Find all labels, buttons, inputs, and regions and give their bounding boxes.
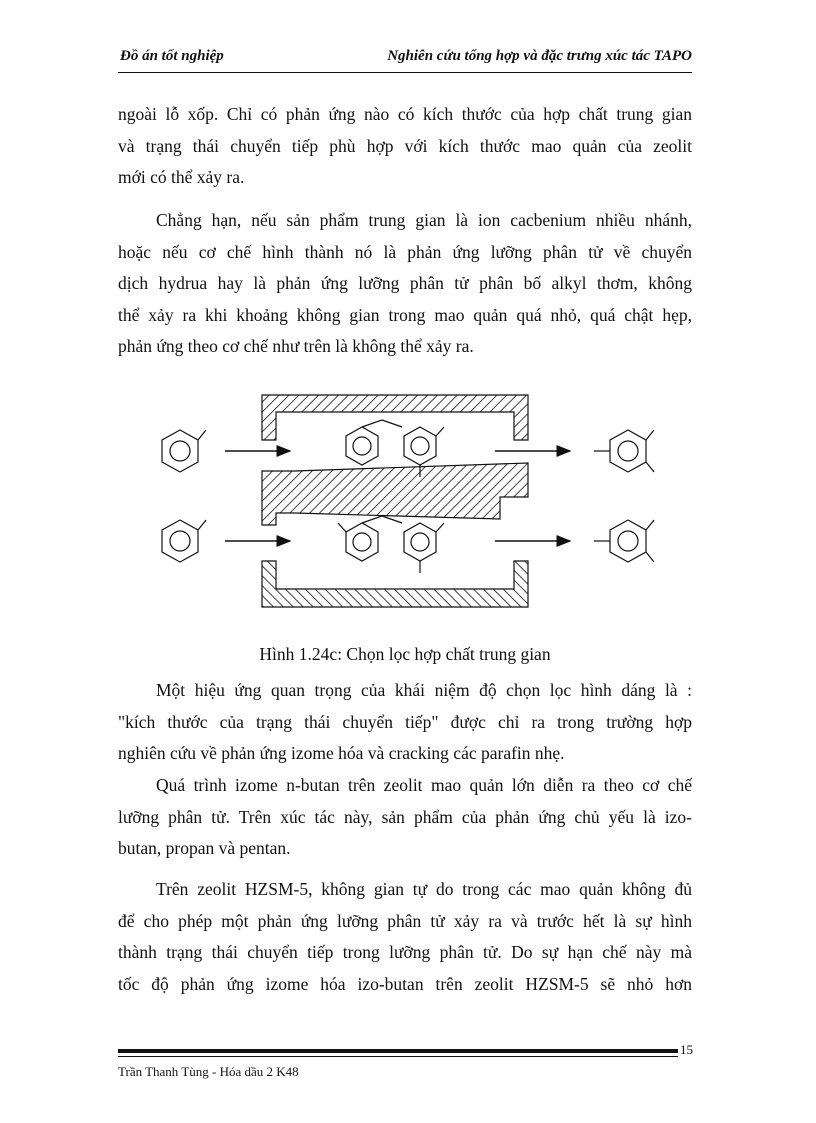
paragraph-3 — [118, 675, 692, 770]
text-line: tốc độ phản ứng izome hóa izo-butan trên zeolit HZSM-5 sẽ nhỏ hơn — [118, 973, 692, 994]
paragraph-5 — [118, 874, 692, 1000]
text-line: mới có thể xảy ra. — [118, 167, 245, 187]
figure-caption: Hình 1.24c: Chọn lọc hợp chất trung gian — [259, 644, 551, 664]
toluene-molecule-top — [162, 430, 206, 472]
page-number: 15 — [680, 1042, 693, 1057]
footer-rule-thin — [118, 1056, 678, 1057]
text-line: ngoài lỗ xốp. Chỉ có phản ứng nào có kích thước của hợp chất trung gian — [118, 104, 692, 124]
text-line: lưỡng phân tử. Trên xúc tác này, sản phẩm của phản ứng chủ yếu là izo- — [118, 806, 692, 827]
figure-drawing — [150, 385, 660, 640]
trimethylbenzene-product-bottom — [594, 520, 654, 562]
text-line: và trạng thái chuyển tiếp phù hợp với kích thước mao quản của zeolit — [118, 135, 692, 156]
text-line: nghiên cứu về phản ứng izome hóa và cracking các parafin nhẹ. — [118, 743, 565, 763]
text-line: Trên zeolit HZSM-5, không gian tự do trong các mao quản không đủ — [156, 879, 692, 899]
paragraph-1 — [118, 99, 692, 194]
text-line: phản ứng theo cơ chế như trên là không thể xảy ra. — [118, 336, 474, 356]
paragraph-2 — [118, 205, 692, 363]
zeolite-wall-top — [262, 395, 528, 440]
paragraph-4 — [118, 770, 692, 865]
text-line: butan, propan và pentan. — [118, 838, 291, 858]
text-line: dịch hydrua hay là phản ứng lưỡng phân tử phân bố alkyl thơm, không — [118, 273, 692, 293]
text-line: thể xảy ra khi khoảng không gian trong mao quản quá nhỏ, quá chật hẹp, — [118, 304, 692, 325]
header-document-type: Đồ án tốt nghiệp — [120, 48, 224, 64]
text-line: để cho phép một phản ứng lưỡng phân tử xảy ra và trước hết là sự hình — [118, 910, 692, 931]
zeolite-wall-middle — [262, 463, 528, 525]
diphenylmethane-intermediate-bottom — [338, 516, 444, 573]
trimethylbenzene-product-top — [594, 430, 654, 472]
text-line: Quá trình izome n-butan trên zeolit mao quản lớn diễn ra theo cơ chế — [156, 775, 692, 795]
text-line: Chẳng hạn, nếu sản phẩm trung gian là ion cacbenium nhiều nhánh, — [156, 210, 692, 230]
text-line: Một hiệu ứng quan trọng của khái niệm độ chọn lọc hình dáng là : — [156, 680, 692, 700]
header-rule — [118, 72, 692, 73]
text-line: thành trạng thái chuyển tiếp trong lưỡng phân tử. Do sự hạn chế này mà — [118, 942, 692, 962]
text-line: "kích thước của trạng thái chuyển tiếp" được chỉ ra trong trường hợp — [118, 711, 692, 732]
page-header — [120, 48, 692, 70]
figure-transition-state-selectivity — [150, 385, 660, 640]
text-line: hoặc nếu cơ chế hình thành nó là phản ứng lưỡng phân tử về chuyển — [118, 241, 692, 262]
footer-author: Trần Thanh Tùng - Hóa dầu 2 K48 — [118, 1064, 299, 1079]
zeolite-wall-bottom — [262, 561, 528, 607]
footer-rule-thick — [118, 1049, 678, 1053]
toluene-molecule-bottom — [162, 520, 206, 562]
header-thesis-title: Nghiên cứu tổng hợp và đặc trưng xúc tác TAPO — [387, 48, 692, 64]
